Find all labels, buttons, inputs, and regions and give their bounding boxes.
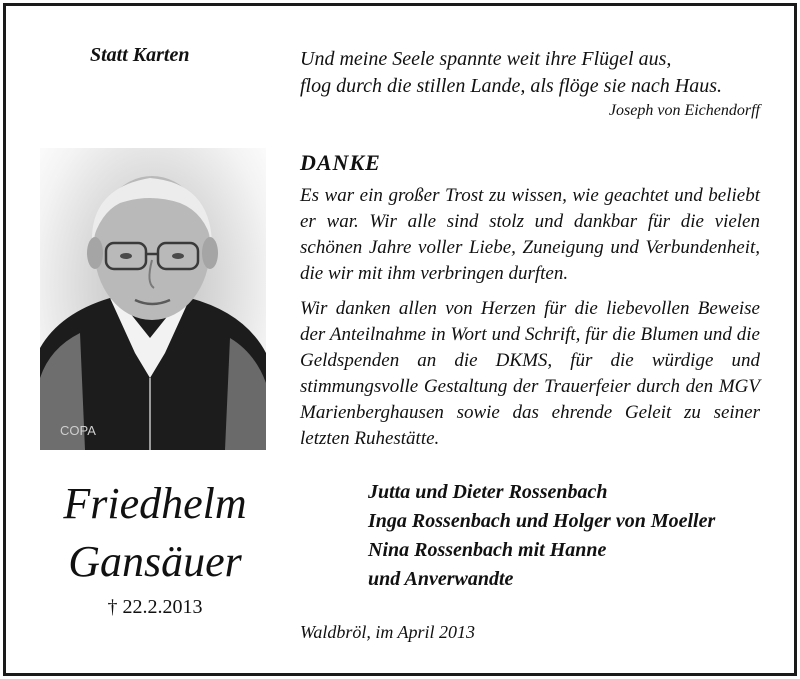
signer-line: und Anverwandte — [368, 568, 514, 590]
danke-heading: DANKE — [300, 150, 381, 175]
signer-line: Jutta und Dieter Rossenbach — [368, 481, 608, 503]
place-date: Waldbröl, im April 2013 — [300, 622, 476, 642]
signer-line: Inga Rossenbach und Holger von Moeller — [368, 510, 716, 532]
svg-text:COPA: COPA — [60, 423, 96, 438]
statt-karten-label: Statt Karten — [90, 44, 190, 66]
poem-line-2: flog durch die stillen Lande, als flöge sie nach Haus. — [300, 75, 723, 97]
portrait-photo — [40, 148, 266, 450]
signers-list — [368, 478, 788, 594]
death-date: † 22.2.2013 — [107, 596, 203, 618]
danke-paragraph-1: Es war ein großer Trost zu wissen, wie geachtet und beliebt er war. Wir alle sind stolz und dankbar für die vielen schönen Jahre voller Liebe, Zuneigung und Verbundenheit, die wir mit ihm verbringen durften. — [300, 185, 760, 284]
poem-line-1: Und meine Seele spannte weit ihre Flügel aus, — [300, 48, 672, 70]
deceased-last-name: Gansäuer — [68, 537, 242, 586]
signer-line: Nina Rossenbach mit Hanne — [368, 539, 607, 561]
deceased-first-name: Friedhelm — [63, 479, 247, 528]
poem-quote — [300, 46, 760, 100]
portrait-illustration — [40, 148, 266, 450]
danke-paragraph-2: Wir danken allen von Herzen für die liebevollen Beweise der Anteilnahme in Wort und Schrift, für die Blumen und die Geldspenden an die DKMS, für die würdige und stimmungsvolle Gestaltung der Trauerfeier durch den MGV Marienberghausen sowie das ehrende Geleit zu seiner letzten Ruhestätte. — [300, 298, 760, 449]
poem-author: Joseph von Eichendorff — [608, 102, 760, 119]
